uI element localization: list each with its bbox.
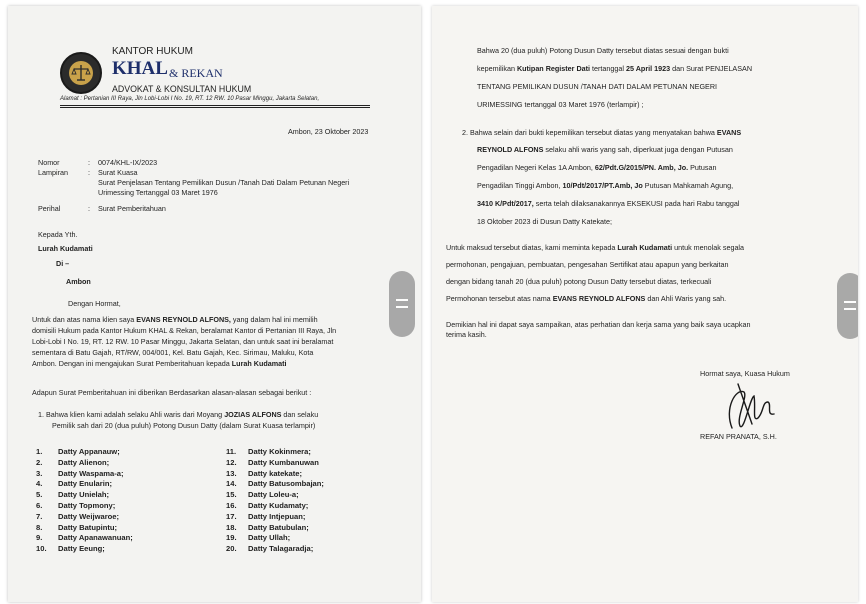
letter-page-2 [432,6,858,602]
letter-date: Ambon, 23 Oktober 2023 [288,127,369,136]
datty-item-name: Datty Waspama-a; [58,468,124,478]
datty-item-number: 7. [36,511,43,521]
item-2-line-2: REYNOLD ALFONS selaku ahli waris yang sah, diperkuat juga dengan Putusan [477,145,733,154]
signature-icon [718,378,788,436]
letterhead-divider [60,105,370,106]
datty-list-item [36,512,133,523]
datty-item-name: Datty Batusombajan; [248,479,324,489]
datty-item-number: 1. [36,447,43,456]
paragraph-1-line-5: Ambon. Dengan ini mengajukan Surat Pemberitahuan kepada Lurah Kudamati [32,359,287,368]
datty-list-item [36,479,133,490]
datty-item-name: Datty Ullah; [248,533,291,543]
datty-list-item [226,512,324,523]
datty-item-name: Datty Alienon; [58,457,110,467]
lampiran-item-3: Urimessing Tertanggal 03 Maret 1976 [98,188,218,197]
firm-name-suffix: & REKAN [169,66,223,80]
paragraph-3-line-2: permohonan, pengajuan, pembuatan, pengesahan Sertifikat atau apapun yang berkaitan [446,260,729,269]
continuation-line-1: Bahwa 20 (dua puluh) Potong Dusun Datty tersebut diatas sesuai dengan bukti [477,46,729,55]
colon: : [88,168,90,177]
datty-item-number: 9. [36,533,43,543]
datty-list-item [226,490,324,501]
datty-item-number: 6. [36,500,43,510]
datty-item-name: Datty Batupintu; [58,522,118,532]
firm-address: Alamat : Pertanian III Raya, Jln Lobi-Lobi I No. 19, RT. 12 RW. 10 Pasar Minggu, Jakarta Selatan, [60,96,320,102]
item-2-line-3: Pengadilan Negeri Kelas 1A Ambon, 62/Pdt.G/2015/PN. Amb, Jo. Putusan [477,163,717,172]
datty-item-number: 2. [36,457,43,467]
datty-item-number: 17. [226,511,237,521]
datty-item-name: Datty Eeung; [58,544,105,554]
paragraph-1-line-4: sementara di Batu Gajah, RT/RW, 004/001, Kel. Batu Gajah, Kec. Sirimau, Maluku, Kota [32,348,314,357]
paragraph-3-line-4: Permohonan tersebut atas nama EVANS REYNOLD ALFONS dan Ahli Waris yang sah. [446,294,727,303]
letterhead-divider-2 [60,107,370,108]
drag-handle-icon [396,299,408,301]
datty-item-number: 5. [36,490,43,500]
datty-item-name: Datty Loleu-a; [248,490,299,500]
drag-handle-icon [844,301,856,303]
datty-list-item [226,544,324,555]
paragraph-1-line-3: Lobi-Lobi I No. 19, RT. 12 RW. 10 Pasar Minggu, Jakarta Selatan, dan untuk saat ini beralamat [32,337,334,346]
firm-line-3: ADVOKAT & KONSULTAN HUKUM [112,84,252,94]
datty-item-name: Datty Appanauw; [58,447,120,456]
datty-item-name: Datty Enularin; [58,479,113,489]
closing-paragraph-line-1: Demikian hal ini dapat saya sampaikan, atas perhatian dan kerja sama yang baik saya ucapkan [446,320,751,329]
item-1-line-2: Pemilik sah dari 20 (dua puluh) Potong Dusun Datty (dalam Surat Kuasa terlampir) [52,421,316,430]
datty-item-number: 12. [226,457,237,467]
recipient-line-3: Di – [56,259,70,268]
datty-list-item [36,447,133,458]
datty-item-number: 10. [36,544,47,554]
datty-list-item [226,447,324,458]
datty-item-number: 3. [36,468,43,478]
datty-item-number: 15. [226,490,237,500]
lampiran-item-1: Surat Kuasa [98,168,138,177]
datty-item-number: 16. [226,500,237,510]
nomor-label: Nomor [38,158,60,167]
datty-item-name: Datty Intjepuan; [248,511,306,521]
datty-list-left [36,447,133,555]
item-2-line-1: 2. Bahwa selain dari bukti kepemilikan tersebut diatas yang menyatakan bahwa EVANS [462,128,742,137]
datty-item-name: Datty Weijwaroe; [58,511,120,521]
datty-list-item [226,469,324,480]
page-drag-handle-right[interactable] [837,273,858,339]
paragraph-3-line-3: dengan bidang tanah 20 (dua puluh) potong Dusun Datty tersebut diatas, terkecuali [446,277,712,286]
perihal-label: Perihal [38,204,61,213]
continuation-line-4: URIMESSING tertanggal 03 Maret 1976 (terlampir) ; [477,100,644,109]
greeting: Dengan Hormat, [68,299,121,308]
datty-item-number: 14. [226,479,237,489]
datty-list-item [36,469,133,480]
datty-list-item [36,501,133,512]
datty-list-item [226,479,324,490]
datty-list-item [226,458,324,469]
closing-salutation: Hormat saya, Kuasa Hukum [700,369,790,378]
datty-item-name: Datty Batubulan; [248,522,309,532]
letter-page-1 [8,6,421,602]
datty-item-number: 11. [226,447,237,456]
lampiran-label: Lampiran [38,168,68,177]
datty-item-number: 4. [36,479,43,489]
datty-item-number: 13. [226,468,237,478]
recipient-line-1: Kepada Yth. [38,230,78,239]
firm-name: KHAL [112,58,168,79]
firm-seal-logo [60,52,102,94]
item-1-line-1: 1. Bahwa klien kami adalah selaku Ahli waris dari Moyang JOZIAS ALFONS dan selaku [38,410,319,419]
datty-list-right [226,447,324,555]
datty-item-name: Datty Unielah; [58,490,110,500]
datty-item-number: 19. [226,533,237,543]
continuation-line-3: TENTANG PEMILIKAN DUSUN /TANAH DATI DALAM PETUNAN NEGERI [477,82,718,91]
item-2-line-6: 18 Oktober 2023 di Dusun Datty Katekate; [477,217,613,226]
perihal-value: Surat Pemberitahuan [98,204,166,213]
paragraph-2: Adapun Surat Pemberitahuan ini diberikan Berdasarkan alasan-alasan sebagai berikut : [32,388,312,397]
nomor-value: 0074/KHL-IX/2023 [98,158,158,167]
datty-list-item [226,533,324,544]
datty-list-item [36,544,133,555]
datty-item-name: Datty Kokinmera; [248,447,311,456]
recipient-name: Lurah Kudamati [38,244,93,253]
datty-list-item [226,501,324,512]
scales-of-justice-icon [69,61,93,85]
datty-item-name: Datty Kudamaty; [248,500,309,510]
datty-list-item [226,523,324,534]
colon: : [88,158,90,167]
datty-item-number: 18. [226,522,237,532]
paragraph-3-line-1: Untuk maksud tersebut diatas, kami meminta kepada Lurah Kudamati untuk menolak segala [446,243,745,252]
datty-item-name: Datty katekate; [248,468,303,478]
datty-item-number: 8. [36,522,43,532]
datty-list-item [36,458,133,469]
item-2-line-4: Pengadilan Tinggi Ambon, 10/Pdt/2017/PT.Amb, Jo Putusan Mahkamah Agung, [477,181,734,190]
datty-list-item [36,533,133,544]
signer-name: REFAN PRANATA, S.H. [700,432,777,441]
datty-item-name: Datty Talagaradja; [248,544,314,554]
lampiran-item-2: Surat Penjelasan Tentang Pemilikan Dusun /Tanah Dati Dalam Petunan Negeri [98,178,350,187]
datty-item-name: Datty Topmony; [58,500,116,510]
firm-line-1: KANTOR HUKUM [112,46,193,57]
continuation-line-2: kepemilikan Kutipan Register Dati tertanggal 25 April 1923 dan Surat PENJELASAN [477,64,753,73]
closing-paragraph-line-2: terima kasih. [446,330,487,339]
datty-item-number: 20. [226,544,237,554]
paragraph-1-line-1: Untuk dan atas nama klien saya EVANS REYNOLD ALFONS, yang dalam hal ini memilih [32,315,318,324]
paragraph-1-line-2: domisili Hukum pada Kantor Hukum KHAL & Rekan, beralamat Kantor di Pertanian III Raya, Jln [32,326,337,335]
item-2-line-5: 3410 K/Pdt/2017, serta telah dilaksanakannya EKSEKUSI pada hari Rabu tanggal [477,199,740,208]
datty-item-name: Datty Apanawanuan; [58,533,133,543]
page-drag-handle[interactable] [389,271,415,337]
datty-list-item [36,523,133,534]
colon: : [88,204,90,213]
recipient-city: Ambon [66,277,91,286]
datty-item-name: Datty Kumbanuwan [248,457,319,467]
datty-list-item [36,490,133,501]
